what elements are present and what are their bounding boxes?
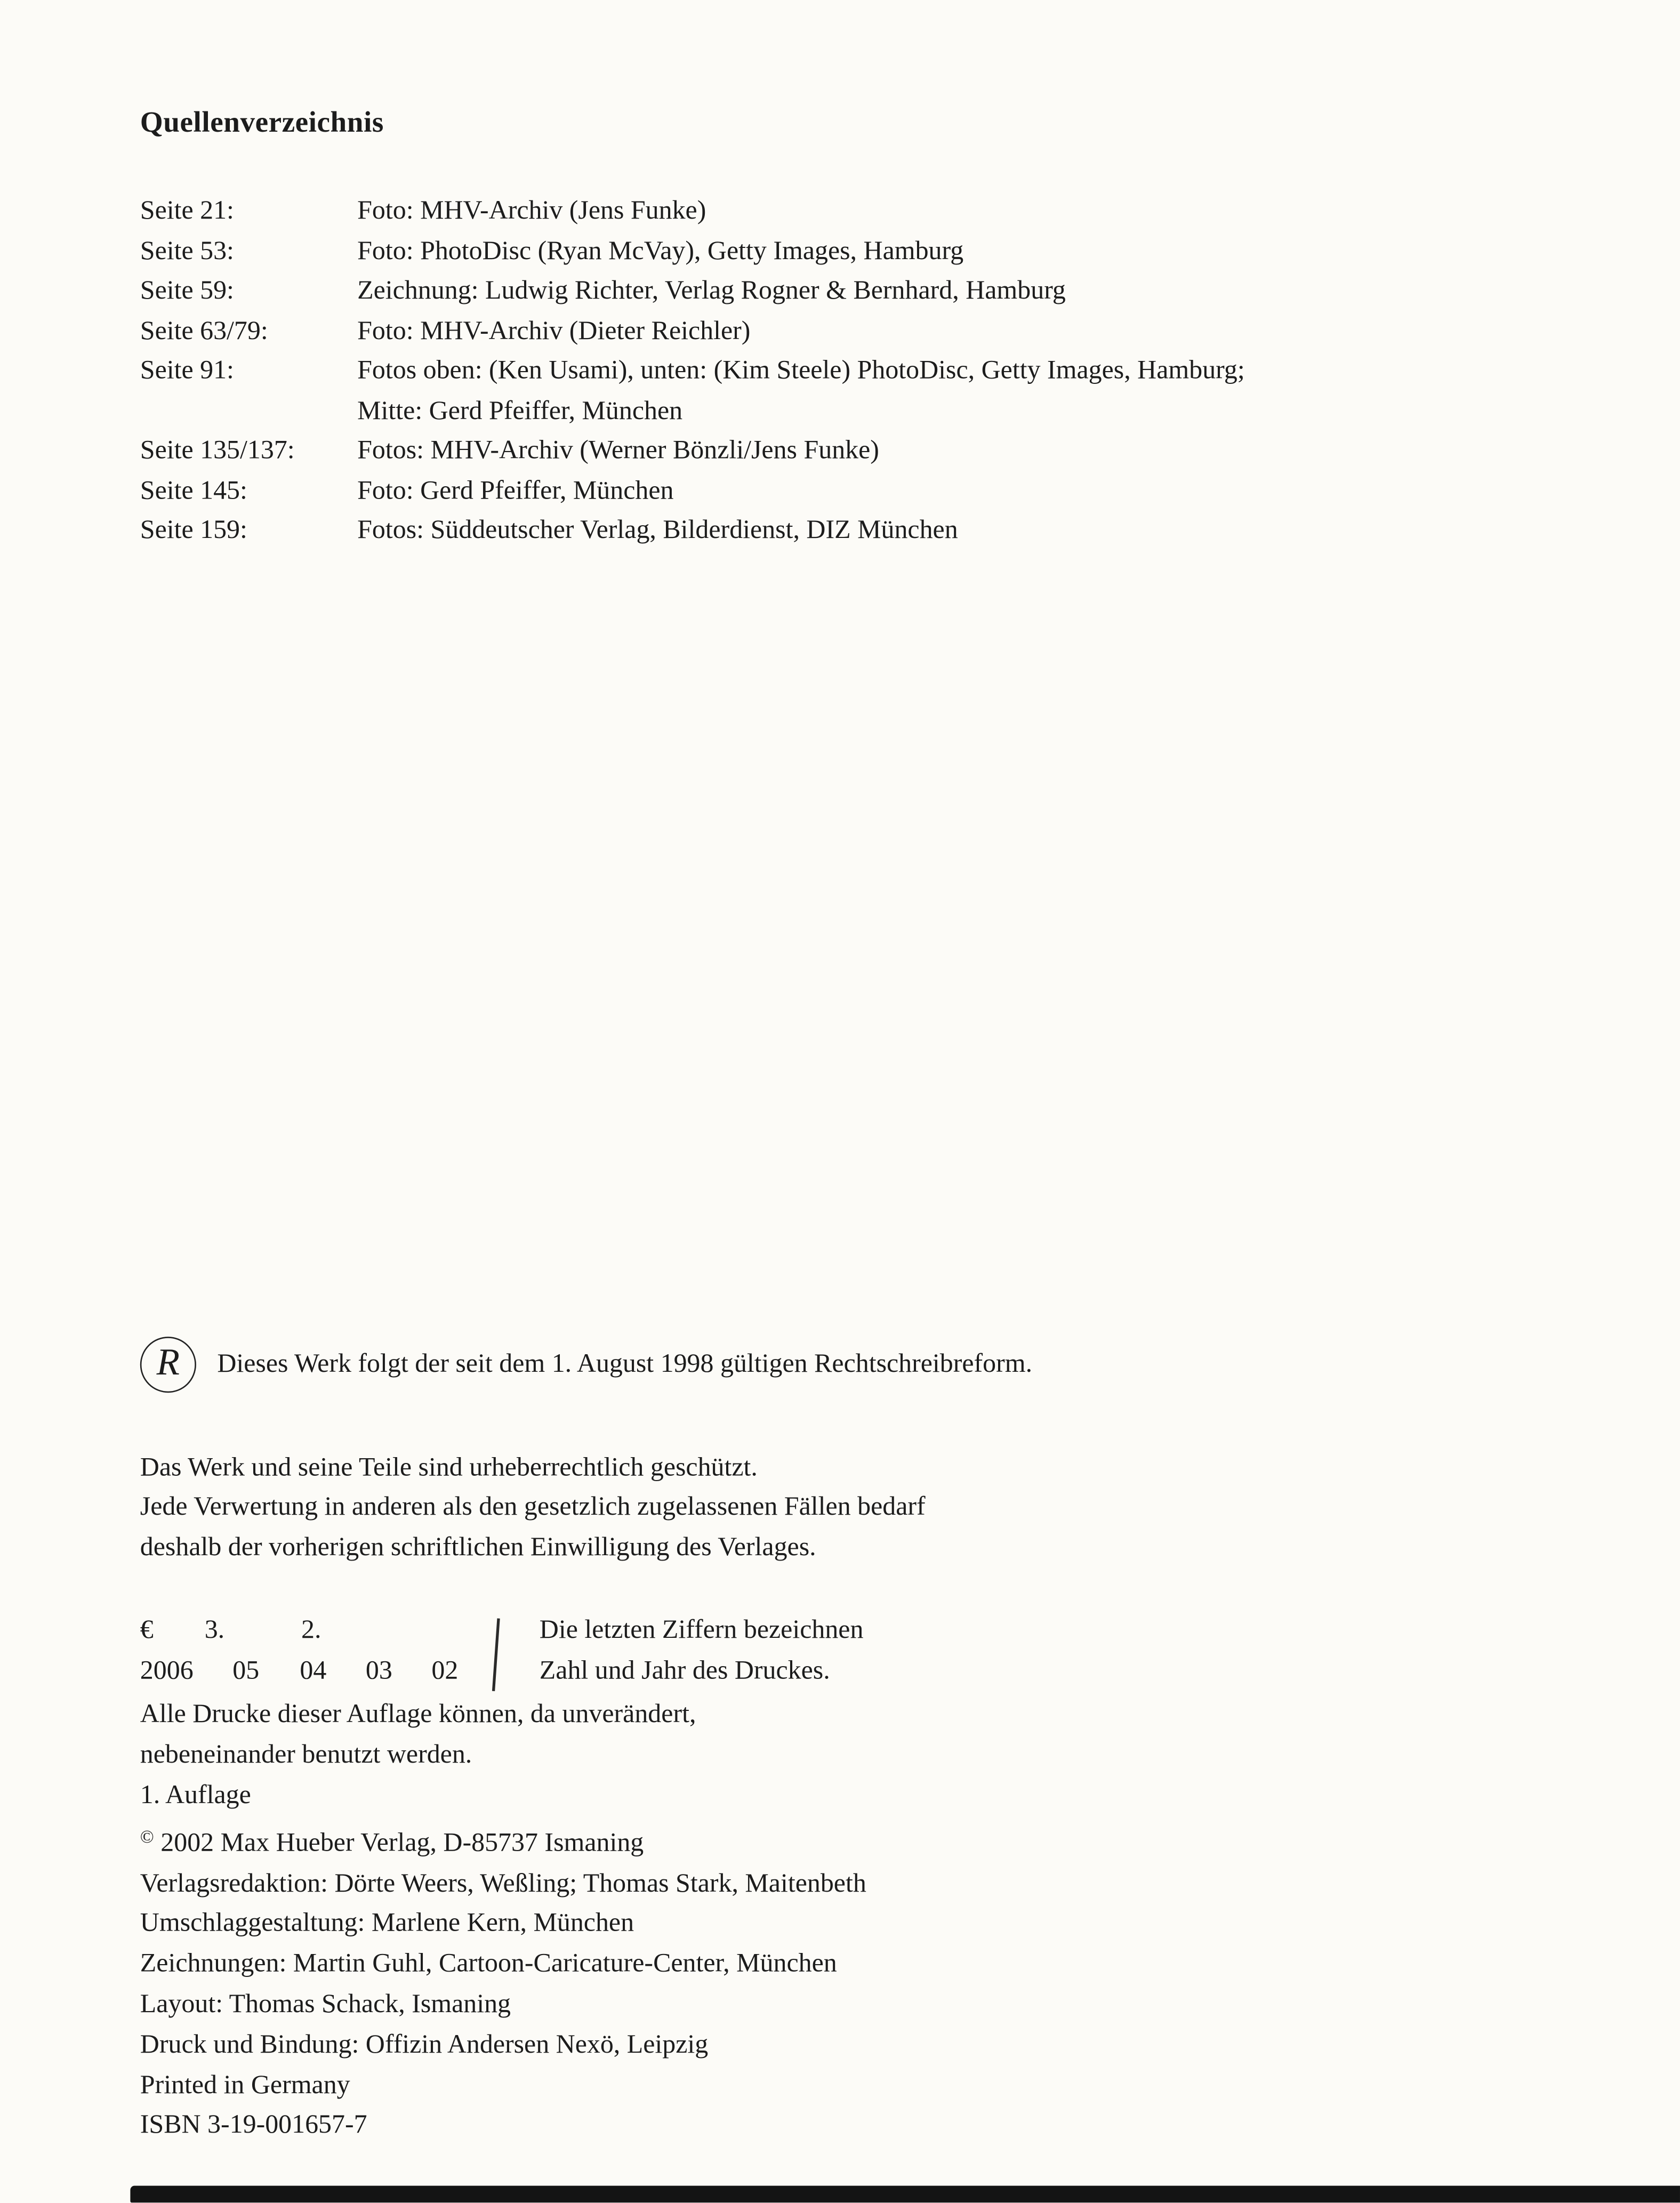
print-code-note: Zahl und Jahr des Druckes. xyxy=(539,1655,830,1685)
credit-text-line: Fotos oben: (Ken Usami), unten: (Kim Steele) PhotoDisc, Getty Images, Hamburg; xyxy=(357,356,1245,385)
credit-label: Seite 59: xyxy=(140,276,234,305)
scan-edge-artifact xyxy=(130,2186,1680,2203)
credit-label: Seite 91: xyxy=(140,356,234,385)
credit-text: Zeichnung: Ludwig Richter, Verlag Rogner & Bernhard, Hamburg xyxy=(357,276,1066,305)
imprint-line: Alle Drucke dieser Auflage können, da unverändert, xyxy=(140,1700,696,1730)
isbn-line: ISBN 3-19-001657-7 xyxy=(140,2110,367,2141)
print-code-number: 3. xyxy=(204,1615,225,1645)
print-code-number: 2. xyxy=(301,1615,321,1645)
copyright-line: Das Werk und seine Teile sind urheberrechtlich geschützt. xyxy=(140,1452,758,1482)
credit-text: Fotos: Süddeutscher Verlag, Bilderdienst, DIZ München xyxy=(357,516,958,545)
credit-label: Seite 135/137: xyxy=(140,436,295,465)
imprint-copyright-text: 2002 Max Hueber Verlag, D-85737 Ismaning xyxy=(160,1828,644,1858)
print-code-number: 04 xyxy=(300,1655,327,1685)
credit-label: Seite 159: xyxy=(140,516,247,545)
imprint-copyright-line xyxy=(140,1817,1624,1864)
copyright-paragraph xyxy=(140,1448,1624,1569)
credit-label: Seite 63/79: xyxy=(140,316,268,345)
imprint-line: Zeichnungen: Martin Guhl, Cartoon-Caricature-Center, München xyxy=(140,1949,837,1979)
copyright-line: deshalb der vorherigen schriftlichen Einwilligung des Verlages. xyxy=(140,1533,816,1563)
copyright-symbol: © xyxy=(140,1825,154,1847)
print-code-year: 2006 xyxy=(140,1655,194,1685)
credit-text: Foto: Gerd Pfeiffer, München xyxy=(357,476,674,505)
print-code-note: Die letzten Ziffern bezeichnen xyxy=(539,1615,864,1645)
copyright-line: Jede Verwertung in anderen als den gesetzlich zugelassenen Fällen bedarf xyxy=(140,1492,926,1522)
credit-text: Fotos: MHV-Archiv (Werner Bönzli/Jens Funke) xyxy=(357,436,879,465)
credit-label: Seite 145: xyxy=(140,476,247,505)
credit-text: Foto: MHV-Archiv (Jens Funke) xyxy=(357,196,706,226)
credit-label: Seite 21: xyxy=(140,196,234,226)
imprint-line: nebeneinander benutzt werden. xyxy=(140,1740,472,1770)
credit-text-line: Mitte: Gerd Pfeiffer, München xyxy=(357,396,683,425)
print-code-number: 03 xyxy=(365,1655,392,1685)
credit-text: Foto: PhotoDisc (Ryan McVay), Getty Images, Hamburg xyxy=(357,236,964,266)
credit-text: Foto: MHV-Archiv (Dieter Reichler) xyxy=(357,316,751,345)
circled-r-icon: R xyxy=(140,1336,196,1392)
imprint-line: Printed in Germany xyxy=(140,2070,350,2100)
photo-credits-list xyxy=(140,192,1624,551)
credit-label: Seite 53: xyxy=(140,236,234,266)
page-title: Quellenverzeichnis xyxy=(140,105,384,139)
divider-bar xyxy=(492,1618,500,1691)
imprint-line: Layout: Thomas Schack, Ismaning xyxy=(140,1989,511,2020)
print-run-code xyxy=(140,1615,1624,1696)
imprint-line: 1. Auflage xyxy=(140,1781,251,1811)
spelling-reform-notice xyxy=(140,1336,1624,1392)
notice-text: Dieses Werk folgt der seit dem 1. August 1998 gültigen Rechtschreibreform. xyxy=(217,1348,1033,1378)
print-code-number: 05 xyxy=(232,1655,260,1685)
print-code-number: 02 xyxy=(431,1655,459,1685)
imprint-line: Druck und Bindung: Offizin Andersen Nexö, Leipzig xyxy=(140,2030,709,2060)
currency-symbol: € xyxy=(140,1615,154,1645)
imprint-line: Verlagsredaktion: Dörte Weers, Weßling; Thomas Stark, Maitenbeth xyxy=(140,1868,866,1899)
imprint-block xyxy=(140,1696,1624,2147)
credit-text xyxy=(357,352,1624,432)
imprint-line: Umschlaggestaltung: Marlene Kern, München xyxy=(140,1909,634,1939)
